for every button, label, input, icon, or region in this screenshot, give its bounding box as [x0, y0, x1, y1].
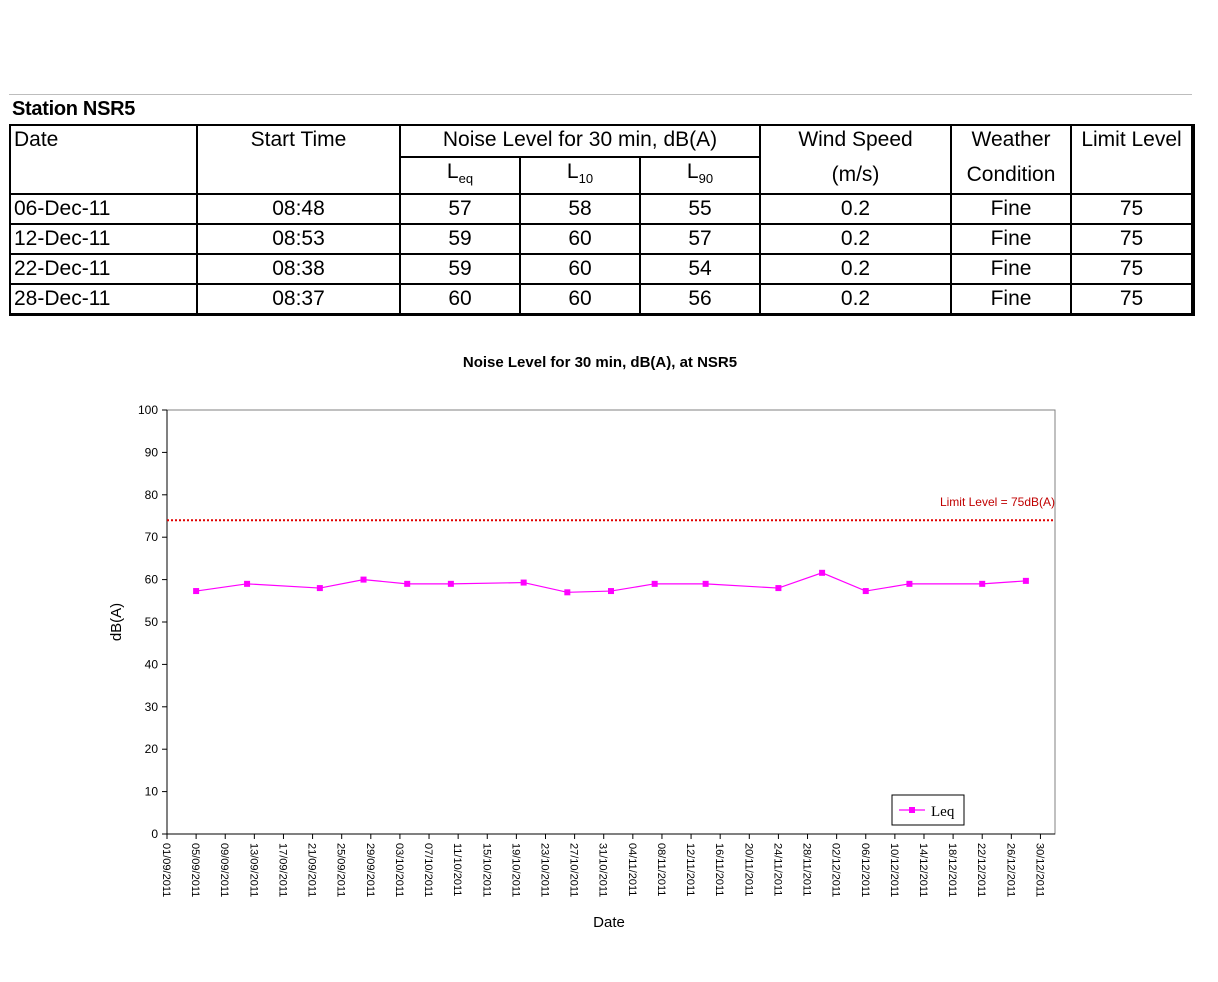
header-wind-speed: Wind Speed: [760, 125, 951, 157]
x-tick-label: 05/09/2011: [189, 843, 202, 898]
cell-l10: 58: [520, 194, 640, 224]
chart-title: Noise Level for 30 min, dB(A), at NSR5: [462, 354, 738, 371]
x-tick-label: 30/12/2011: [1033, 843, 1046, 898]
header-start-time: Start Time: [197, 125, 400, 157]
x-tick-label: 14/12/2011: [916, 843, 929, 898]
legend-label: Leq: [931, 804, 955, 820]
header-weather: Weather: [951, 125, 1071, 157]
x-tick-label: 19/10/2011: [509, 843, 522, 898]
cell-start-time: 08:38: [197, 254, 400, 284]
x-tick-label: 01/09/2011: [160, 843, 172, 898]
data-point: [521, 580, 527, 586]
y-tick-label: 0: [151, 827, 158, 841]
plot-area: [167, 410, 1055, 834]
header-weather-2: Condition: [951, 157, 1071, 194]
data-point: [906, 581, 912, 587]
header-limit-blank: [1071, 157, 1193, 194]
cell-start-time: 08:37: [197, 284, 400, 315]
cell-l90: 55: [640, 194, 760, 224]
data-point: [819, 570, 825, 576]
y-tick-label: 80: [144, 487, 158, 502]
data-point: [404, 581, 410, 587]
cell-date: 22-Dec-11: [10, 254, 197, 284]
cell-date: 06-Dec-11: [10, 194, 197, 224]
cell-date: 28-Dec-11: [10, 284, 197, 315]
y-axis-title: dB(A): [108, 602, 125, 642]
y-tick-label: 40: [144, 657, 158, 672]
cell-start-time: 08:53: [197, 224, 400, 254]
y-tick-label: 30: [144, 699, 158, 714]
table-row: [10, 224, 1193, 254]
header-date: Date: [10, 125, 197, 157]
x-tick-label: 21/09/2011: [305, 843, 318, 898]
cell-leq: 60: [400, 284, 520, 315]
x-tick-label: 07/10/2011: [422, 843, 435, 898]
cell-start-time: 08:48: [197, 194, 400, 224]
cell-limit: 75: [1071, 224, 1193, 254]
x-tick-label: 09/09/2011: [218, 843, 231, 898]
cell-limit: 75: [1071, 254, 1193, 284]
header-limit-level: Limit Level: [1071, 125, 1193, 157]
x-tick-label: 13/09/2011: [247, 843, 260, 898]
header-l90: $L_{90}$: [640, 157, 760, 194]
x-tick-label: 23/10/2011: [538, 843, 551, 898]
noise-line-chart: [0, 390, 1218, 950]
cell-l90: 56: [640, 284, 760, 315]
noise-table: [9, 124, 1195, 316]
cell-l90: 54: [640, 254, 760, 284]
plot-layer: [108, 403, 1055, 931]
x-tick-label: 17/09/2011: [276, 843, 289, 898]
table-row: [10, 254, 1193, 284]
header-noise-level: Noise Level for 30 min, dB(A): [400, 125, 760, 157]
y-tick-label: 10: [144, 784, 158, 799]
y-tick-label: 50: [144, 615, 158, 629]
cell-date: 12-Dec-11: [10, 224, 197, 254]
x-tick-label: 02/12/2011: [829, 843, 842, 898]
cell-leq: 59: [400, 224, 520, 254]
cell-limit: 75: [1071, 284, 1193, 315]
header-wind-unit: (m/s): [760, 157, 951, 194]
station-title: Station NSR5: [12, 98, 136, 120]
data-point: [448, 581, 454, 587]
x-axis-title: Date: [593, 914, 625, 931]
x-tick-label: 26/12/2011: [1004, 843, 1017, 898]
header-l10: $L_{10}$: [520, 157, 640, 194]
data-point: [244, 581, 250, 587]
x-tick-label: 25/09/2011: [334, 843, 347, 898]
data-point: [703, 581, 709, 587]
data-point: [775, 585, 781, 591]
data-point: [652, 581, 658, 587]
cell-weather: Fine: [951, 284, 1071, 315]
cell-leq: 57: [400, 194, 520, 224]
y-tick-label: 100: [137, 403, 158, 417]
x-tick-label: 22/12/2011: [975, 843, 988, 898]
data-point: [863, 588, 869, 594]
x-tick-label: 28/11/2011: [800, 843, 813, 897]
data-point: [1023, 578, 1029, 584]
cell-wind: 0.2: [760, 254, 951, 284]
x-tick-label: 12/11/2011: [684, 843, 697, 897]
x-tick-label: 18/12/2011: [946, 843, 959, 898]
data-point: [317, 585, 323, 591]
legend-marker: [909, 807, 915, 813]
x-tick-label: 20/11/2011: [742, 843, 755, 897]
cell-weather: Fine: [951, 194, 1071, 224]
table-row: [10, 284, 1193, 315]
x-tick-label: 31/10/2011: [596, 843, 609, 898]
x-tick-label: 11/10/2011: [451, 843, 464, 897]
x-tick-label: 27/10/2011: [567, 843, 580, 898]
x-tick-label: 04/11/2011: [625, 843, 638, 897]
cell-l90: 57: [640, 224, 760, 254]
cell-wind: 0.2: [760, 194, 951, 224]
x-tick-label: 15/10/2011: [480, 843, 493, 898]
header-date-blank: [10, 157, 197, 194]
header-leq: $L_{eq}$: [400, 157, 520, 194]
cell-weather: Fine: [951, 254, 1071, 284]
x-tick-label: 08/11/2011: [654, 843, 667, 897]
x-tick-label: 10/12/2011: [887, 843, 900, 898]
data-point: [193, 588, 199, 594]
cell-wind: 0.2: [760, 284, 951, 315]
x-tick-label: 24/11/2011: [771, 843, 784, 897]
cell-wind: 0.2: [760, 224, 951, 254]
sheet-top-gridline: [9, 94, 1192, 95]
header-start-time-blank: [197, 157, 400, 194]
data-point: [361, 577, 367, 583]
y-tick-label: 70: [144, 530, 158, 545]
cell-l10: 60: [520, 254, 640, 284]
table-row: [10, 194, 1193, 224]
y-tick-label: 60: [144, 572, 158, 587]
data-point: [979, 581, 985, 587]
limit-line-label: Limit Level = 75dB(A): [939, 495, 1055, 510]
x-tick-label: 06/12/2011: [858, 843, 871, 898]
cell-weather: Fine: [951, 224, 1071, 254]
y-tick-label: 90: [144, 445, 158, 460]
x-tick-label: 16/11/2011: [713, 843, 726, 897]
x-tick-label: 03/10/2011: [392, 843, 405, 898]
data-point: [564, 589, 570, 595]
cell-l10: 60: [520, 284, 640, 315]
data-point: [608, 588, 614, 594]
cell-leq: 59: [400, 254, 520, 284]
x-tick-label: 29/09/2011: [363, 843, 376, 898]
cell-limit: 75: [1071, 194, 1193, 224]
y-tick-label: 20: [144, 742, 158, 757]
cell-l10: 60: [520, 224, 640, 254]
